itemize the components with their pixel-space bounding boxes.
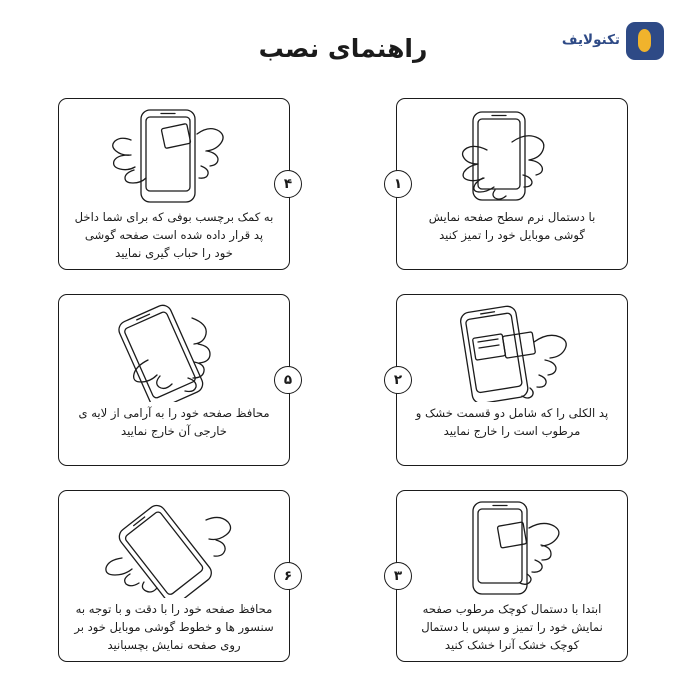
step-number-badge: ۵	[274, 366, 302, 394]
step-card-1	[344, 88, 672, 280]
page-title: راهنمای نصب	[258, 34, 428, 63]
step-caption: پد الکلی را که شامل دو قسمت خشک و مرطوب است را خارج نمایید	[415, 406, 609, 438]
step-card-3	[344, 480, 672, 672]
step-number-badge: ۲	[384, 366, 412, 394]
wiping-screen-with-dry-cloth-icon	[396, 497, 628, 599]
step-number-badge: ۶	[274, 562, 302, 590]
step-caption: محافظ صفحه خود را به آرامی از لایه ی خارجی آن خارج نمایید	[78, 406, 270, 438]
step-number-badge: ۳	[384, 562, 412, 590]
step-number-badge: ۴	[274, 170, 302, 198]
aligning-screen-protector-icon	[58, 497, 290, 599]
hand-cleaning-phone-with-cloth-icon	[396, 105, 628, 207]
step-caption: محافظ صفحه خود را با دقت و با توجه به سنسور ها و خطوط گوشی موبایل خود بر روی صفحه نمایش بچسبانید	[74, 602, 274, 652]
wet-dry-wipe-pad-icon	[396, 301, 628, 403]
step-number-badge: ۱	[384, 170, 412, 198]
step-caption: به کمک برچسب بوفی که برای شما داخل پد قرار داده شده است صفحه گوشی خود را حباب گیری نمایید	[74, 210, 274, 260]
step-caption: ابتدا با دستمال کوچک مرطوب صفحه نمایش خود را تمیز و سپس با دستمال کوچک خشک آنرا خشک کنید	[421, 602, 603, 652]
step-card-4	[14, 88, 342, 280]
step-card-2	[344, 284, 672, 476]
step-card-6	[14, 480, 342, 672]
brand-name: تکنولایف	[561, 32, 620, 49]
step-card-5	[14, 284, 342, 476]
installation-steps-grid	[14, 88, 672, 672]
step-caption: با دستمال نرم سطح صفحه نمایش گوشی موبایل خود را تمیز کنید	[428, 210, 596, 242]
hand-applying-sticker-bubble-remover-icon	[58, 105, 290, 207]
peeling-protective-film-icon	[58, 301, 290, 403]
